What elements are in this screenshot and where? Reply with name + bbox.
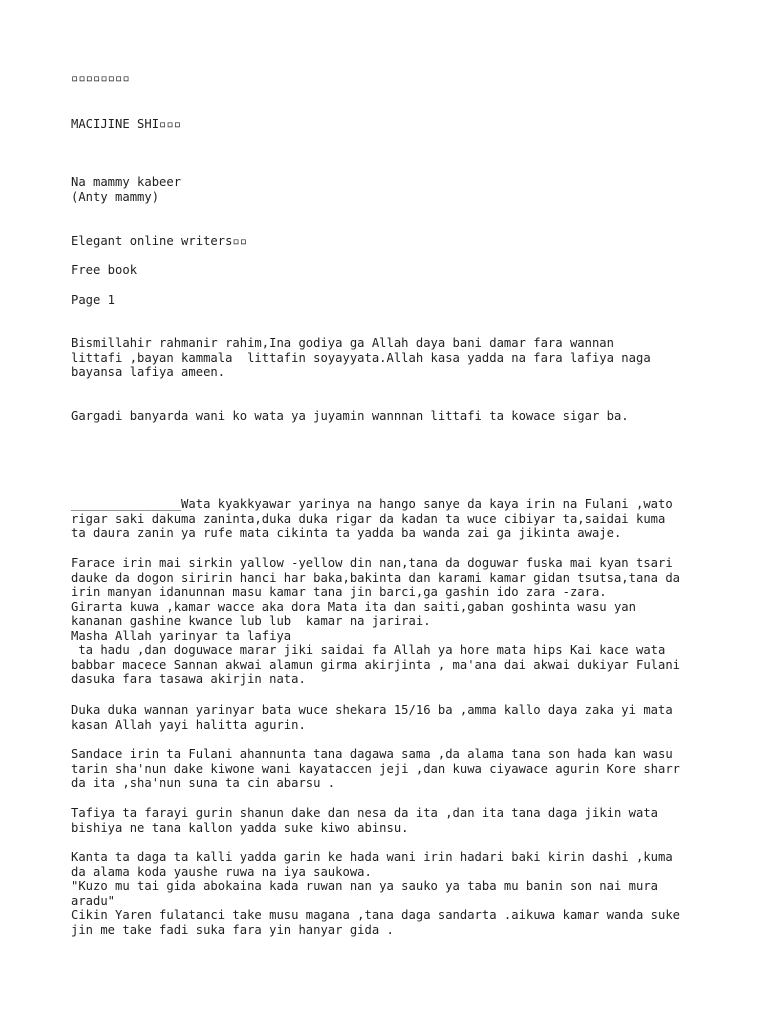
- paragraph: Duka duka wannan yarinyar bata wuce shekara 15/16 ba ,amma kallo daya zaka yi mata kasan Allah yayi halitta agurin.: [71, 703, 673, 732]
- paragraph: Gargadi banyarda wani ko wata ya juyamin wannnan littafi ta kowace sigar ba.: [71, 409, 629, 423]
- author-line: Na mammy kabeer: [71, 175, 182, 189]
- paragraph: Bismillahir rahmanir rahim,Ina godiya ga Allah daya bani damar fara wannan littafi ,bayan kammala littafin soyayyata.Allah kasa yadda na fara lafiya naga bayansa lafiya ameen.: [71, 336, 651, 379]
- page-number: Page 1: [71, 293, 116, 307]
- author-alias: (Anty mammy): [71, 190, 160, 204]
- paragraph: Sandace irin ta Fulani ahannunta tana dagawa sama ,da alama tana son hada kan wasu tarin sha'nun dake kiwone wani kayataccen jeji ,dan kuwa ciyawace agurin Kore sharr da ita ,sha'nun suna ta cin abarsu .: [71, 747, 681, 790]
- paragraph: Kanta ta daga ta kalli yadda garin ke hada wani irin hadari baki kirin dashi ,kuma da alama koda yaushe ruwa na iya saukowa. "Kuzo mu tai gida abokaina kada ruwan nan ya sauko ya taba mu banin son nai mura aradu" Cikin Yaren fulatanci take musu magana ,tana daga sandarta .aikuwa kamar wanda suke jin me take fadi suka fara yin hanyar gida .: [71, 850, 681, 937]
- paragraph: _______________Wata kyakkyawar yarinya na hango sanye da kaya irin na Fulani ,wato rigar saki dakuma zaninta,duka duka rigar da kadan ta wuce cibiyar ta,saidai kuma ta daura zanin ya rufe mata cikinta ta yadda ba wanda zai ga jikinta awaje.: [71, 497, 673, 540]
- writers-group: Elegant online writers▫▫: [71, 234, 248, 248]
- paragraph: Farace irin mai sirkin yallow -yellow din nan,tana da doguwar fuska mai kyan tsari dauke da dogon siririn hanci har baka,bakinta dan karami kamar gidan tsutsa,tana da irin manyan idanunnan masu kamar tana jin barci,ga gashin ido zara -zara. Girarta kuwa ,kamar wacce aka dora Mata ita dan saiti,gaban goshinta wasu yan kananan gashine kwance lub lub kamar na jarirai. Masha Allah yarinyar ta lafiya ta hadu ,dan doguwace marar jiki saidai fa Allah ya hore mata hips Kai kace wata babbar macece Sannan akwai alamun girma akirjinta , ma'ana dai akwai dukiyar Fulani dasuka fara tasawa akirjin nata.: [71, 556, 681, 686]
- paragraph: Tafiya ta farayi gurin shanun dake dan nesa da ita ,dan ita tana daga jikin wata bishiya ne tana kallon yadda suke kiwo abinsu.: [71, 806, 658, 835]
- header-glyphs: ▫▫▫▫▫▫▫▫: [71, 71, 130, 85]
- free-book-label: Free book: [71, 263, 138, 277]
- book-title: MACIJINE SHI▫▫▫: [71, 117, 182, 131]
